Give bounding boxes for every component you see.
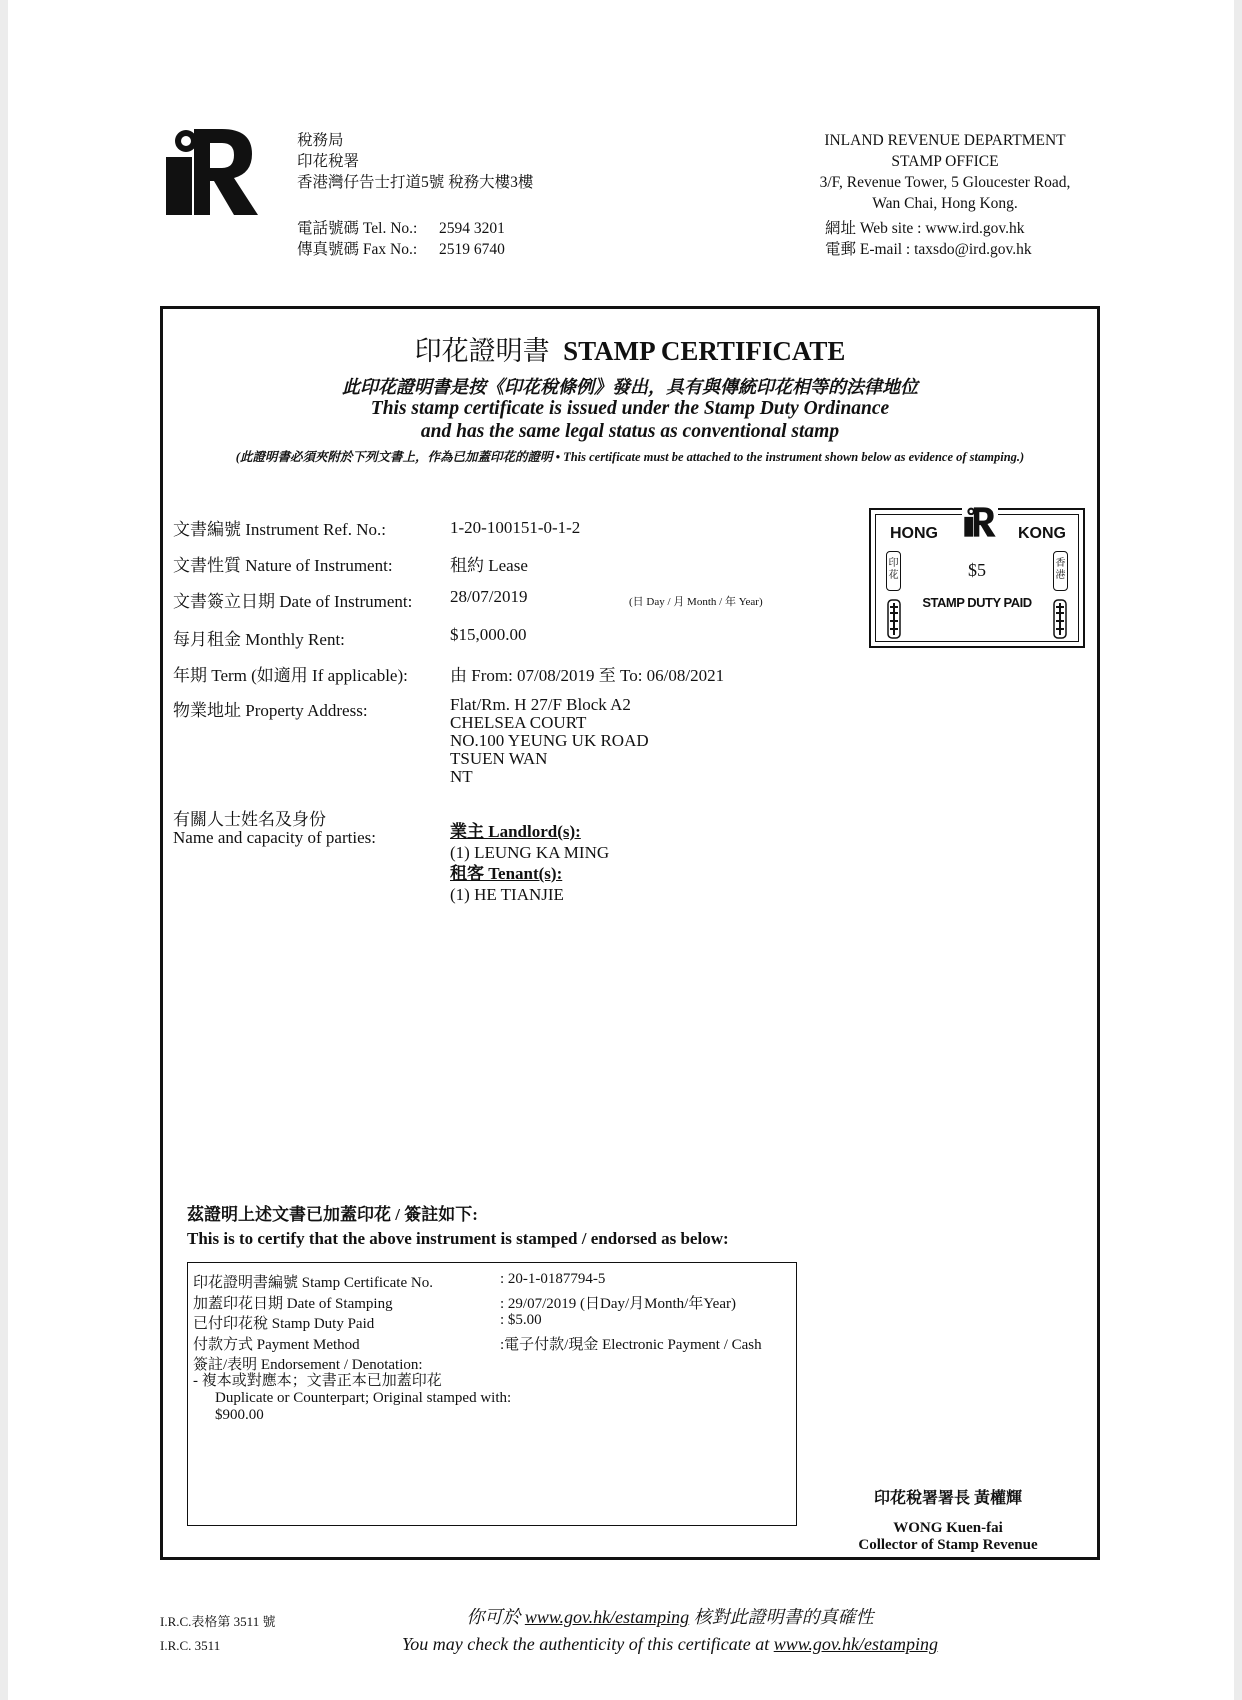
header-right-line: 3/F, Revenue Tower, 5 Gloucester Road, — [819, 174, 1071, 191]
stamp-inner-border — [875, 514, 1079, 642]
nature-value: 租約 Lease — [450, 556, 528, 575]
nature-label: 文書性質 Nature of Instrument: — [173, 556, 393, 575]
page-edge-right — [1234, 0, 1242, 1700]
header-left-line: 稅務局 — [297, 132, 344, 149]
form-number-zh: I.R.C.表格第 3511 號 — [160, 1614, 276, 1629]
stamp-tag-right: 香港 — [1053, 551, 1068, 591]
date-format-hint: (日 Day / 月 Month / 年 Year) — [629, 596, 763, 608]
header-right-address — [790, 130, 1100, 214]
address-line: NO.100 YEUNG UK ROAD — [450, 731, 649, 750]
header-contact — [297, 218, 505, 260]
title-zh: 印花證明書 — [414, 336, 550, 366]
header-left-line: 印花稅署 — [297, 153, 360, 170]
ref-label: 文書編號 Instrument Ref. No.: — [173, 520, 386, 539]
endorse-note — [193, 1373, 511, 1424]
endorse-line: $900.00 — [215, 1407, 264, 1423]
stamping-details-box — [187, 1262, 797, 1526]
subtitle-zh: 此印花證明書是按《印花稅條例》發出，具有與傳統印花相等的法律地位 — [342, 377, 918, 397]
parties-label — [173, 811, 376, 847]
address-line: Flat/Rm. H 27/F Block A2 — [450, 695, 631, 714]
address-line: CHELSEA COURT — [450, 713, 587, 732]
certificate-title — [163, 329, 1097, 368]
stamp-seal-ornament-right — [1053, 599, 1067, 639]
landlord-heading: 業主 Landlord(s): — [450, 822, 581, 841]
date-label: 文書簽立日期 Date of Instrument: — [173, 592, 413, 611]
stamp-tag-left: 印花 — [886, 551, 901, 591]
fax-label: 傳真號碼 Fax No.: — [297, 241, 418, 258]
endorse-line: - 複本或對應本；文書正本已加蓋印花 — [193, 1373, 442, 1389]
form-number-en: I.R.C. 3511 — [160, 1638, 221, 1653]
stamp-word-hong: HONG — [890, 525, 938, 542]
stamp-duty-seal — [869, 508, 1085, 648]
rent-label: 每月租金 Monthly Rent: — [173, 630, 345, 649]
attach-note: (此證明書必須夾附於下列文書上，作為已加蓋印花的證明 • This certificate must be attached to the instrument shown below as evidence of stamping.) — [235, 450, 1025, 464]
rent-value: $15,000.00 — [450, 625, 527, 644]
duty-value: : $5.00 — [500, 1312, 542, 1328]
fax-value: 2519 6740 — [439, 241, 505, 258]
ref-value: 1-20-100151-0-1-2 — [450, 518, 581, 537]
duty-label: 已付印花稅 Stamp Duty Paid — [193, 1316, 375, 1332]
signatory-title: Collector of Stamp Revenue — [858, 1537, 1038, 1553]
tel-label: 電話號碼 Tel. No.: — [297, 220, 418, 237]
address-line: TSUEN WAN — [450, 749, 548, 768]
certify-en: This is to certify that the above instrument is stamped / endorsed as below: — [187, 1229, 729, 1248]
term-value: 由 From: 07/08/2019 至 To: 06/08/2021 — [450, 666, 725, 685]
header-left-line: 香港灣仔告士打道5號 稅務大樓3樓 — [297, 174, 534, 191]
verification-note — [290, 1604, 1050, 1658]
certify-zh: 茲證明上述文書已加蓋印花 / 簽註如下: — [187, 1205, 478, 1224]
title-en: STAMP CERTIFICATE — [563, 336, 846, 366]
header-right-line: Wan Chai, Hong Kong. — [872, 195, 1018, 212]
header-right-line: STAMP OFFICE — [891, 153, 999, 170]
email-link[interactable]: 電郵 E-mail : taxsdo@ird.gov.hk — [825, 241, 1032, 258]
stamp-seal-ornament-left — [887, 599, 901, 639]
stamping-date-value: : 29/07/2019 (日Day/月Month/年Year) — [500, 1296, 736, 1312]
signatory-name: WONG Kuen-fai — [893, 1520, 1003, 1536]
parties-label-en: Name and capacity of parties: — [173, 828, 376, 847]
cert-no-value: : 20-1-0187794-5 — [500, 1271, 606, 1287]
stamp-ird-logo — [962, 507, 998, 537]
verify-link-en[interactable]: www.gov.hk/estamping — [773, 1634, 939, 1654]
signatory-en — [823, 1520, 1073, 1554]
form-number — [160, 1610, 275, 1658]
tenant-heading: 租客 Tenant(s): — [450, 864, 563, 883]
certificate-box — [160, 306, 1100, 1560]
verify-zh-post: 核對此證明書的真確性 — [693, 1607, 874, 1627]
method-value: :電子付款/現金 Electronic Payment / Cash — [500, 1337, 762, 1353]
parties-label-zh: 有關人士姓名及身份 — [173, 810, 326, 829]
subtitle-en — [163, 397, 1097, 443]
verify-en-text: You may check the authenticity of this certificate at — [401, 1634, 770, 1654]
date-value: 28/07/2019 — [450, 587, 528, 606]
stamping-date-label: 加蓋印花日期 Date of Stamping — [193, 1296, 393, 1312]
signatory-zh: 印花稅署署長 黃權輝 — [873, 1490, 1022, 1507]
ird-logo — [164, 128, 260, 216]
stamp-paid-text: STAMP DUTY PAID — [922, 595, 1032, 610]
address-label: 物業地址 Property Address: — [173, 701, 368, 720]
subtitle-en-line2: and has the same legal status as conventional stamp — [420, 421, 840, 442]
term-label: 年期 Term (如適用 If applicable): — [173, 666, 408, 685]
stamp-word-kong: KONG — [1018, 525, 1066, 542]
signatory — [823, 1485, 1073, 1554]
verify-link-zh[interactable]: www.gov.hk/estamping — [524, 1607, 690, 1627]
header-right-line: INLAND REVENUE DEPARTMENT — [824, 132, 1066, 149]
parties-value — [450, 821, 609, 905]
page-edge-left — [0, 0, 8, 1700]
subtitle-en-line1: This stamp certificate is issued under the Stamp Duty Ordinance — [370, 398, 890, 419]
tel-value: 2594 3201 — [439, 220, 505, 237]
header-web-contact — [825, 218, 1032, 260]
stamp-amount: $5 — [968, 560, 986, 580]
header-left-address — [297, 130, 533, 193]
cert-no-label: 印花證明書編號 Stamp Certificate No. — [193, 1275, 433, 1291]
endorse-label: 簽註/表明 Endorsement / Denotation: — [193, 1357, 423, 1373]
address-line: NT — [450, 767, 473, 786]
landlord-name: (1) LEUNG KA MING — [450, 843, 610, 862]
address-value — [450, 696, 649, 786]
method-label: 付款方式 Payment Method — [193, 1337, 360, 1353]
website-link[interactable]: 網址 Web site : www.ird.gov.hk — [825, 220, 1025, 237]
endorse-line: Duplicate or Counterpart; Original stamped with: — [215, 1390, 512, 1406]
tenant-name: (1) HE TIANJIE — [450, 885, 564, 904]
certify-statement — [187, 1203, 729, 1251]
verify-zh-pre: 你可於 — [466, 1607, 521, 1627]
